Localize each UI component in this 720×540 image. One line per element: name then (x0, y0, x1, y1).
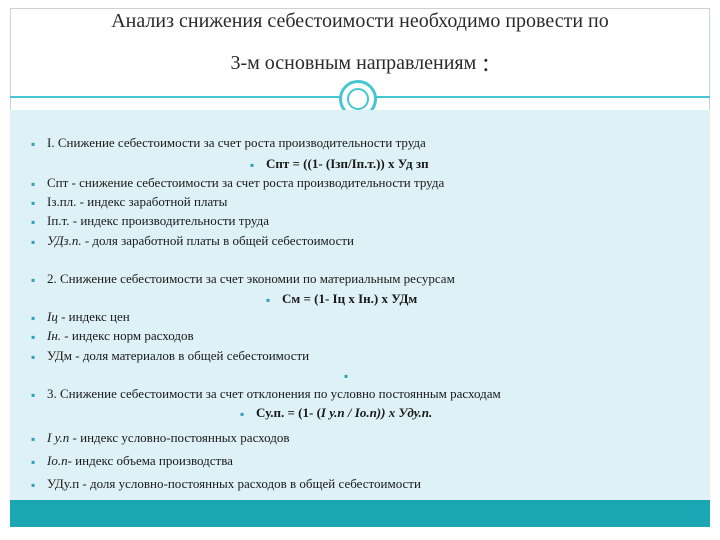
list-item (31, 328, 194, 344)
section1-definition: Спт - снижение себестоимости за счет роста производительности труда (47, 175, 445, 190)
list-item (31, 271, 455, 287)
list-item (31, 194, 228, 210)
term: Iо.п (47, 453, 68, 468)
bullet-icon: ▪ (344, 369, 349, 383)
section2-heading: 2. Снижение себестоимости за счет экономии по материальным ресурсам (47, 271, 455, 286)
bullet-icon: ▪ (31, 330, 36, 344)
bullet-icon: ▪ (31, 273, 36, 287)
definition-text: - индекс норм расходов (61, 328, 194, 343)
list-item (250, 156, 429, 172)
list-item (240, 405, 433, 421)
section3-definition: УДу.п - доля условно-постоянных расходов в общей себестоимости (47, 476, 421, 491)
definition-text: - индекс условно-постоянных расходов (69, 430, 290, 445)
term: Iц (47, 309, 58, 324)
section1-definition: Iп.т. - индекс производительности труда (47, 213, 269, 228)
section2-formula: См = (1- Iц х Iн.) х УДм (282, 291, 418, 306)
bottom-bar (10, 500, 710, 527)
list-item (31, 175, 445, 191)
section1-formula: Спт = ((1- (Iзп/Iп.т.)) х Уд зп (266, 156, 429, 171)
bullet-icon: ▪ (250, 158, 255, 172)
bullet-icon: ▪ (240, 407, 245, 421)
term: Iн. (47, 328, 62, 343)
list-item (31, 233, 354, 249)
bullet-icon: ▪ (31, 137, 36, 151)
bullet-icon: ▪ (31, 215, 36, 229)
section3-formula: Су.п. = (1- ( (256, 405, 321, 420)
list-item (31, 476, 421, 492)
list-item (31, 430, 290, 446)
list-item (31, 213, 269, 229)
list-item (31, 309, 130, 325)
bullet-icon: ▪ (31, 496, 36, 510)
section3-formula-italic: I у.п / Iо.п)) х Уду.п. (320, 405, 433, 420)
slide-title-line2 (0, 46, 720, 76)
bullet-icon: ▪ (31, 455, 36, 469)
slide-title-line1: Анализ снижения себестоимости необходимо провести по (111, 10, 609, 32)
bullet-icon: ▪ (31, 350, 36, 364)
title-text: 3-м основным направлениям (230, 52, 477, 74)
list-item (31, 386, 501, 402)
bullet-icon: ▪ (31, 235, 36, 249)
list-item (31, 348, 310, 364)
bullet-icon: ▪ (31, 177, 36, 191)
bullet-icon: ▪ (31, 388, 36, 402)
title-colon: : (482, 48, 490, 77)
section2-definition: УДм - доля материалов в общей себестоимости (47, 348, 310, 363)
definition-text: - индекс объема производства (67, 453, 233, 468)
list-item (266, 291, 418, 307)
list-item (31, 135, 426, 151)
term: I у.п (47, 430, 70, 445)
bullet-icon: ▪ (31, 196, 36, 210)
section1-heading: I. Снижение себестоимости за счет роста производительности труда (47, 135, 426, 150)
bullet-icon: ▪ (31, 311, 36, 325)
bullet-icon: ▪ (266, 293, 271, 307)
bullet-icon: ▪ (31, 432, 36, 446)
bullet-icon: ▪ (31, 478, 36, 492)
definition-text: - доля заработной платы в общей себестоимости (81, 233, 354, 248)
definition-text: - индекс цен (57, 309, 130, 324)
term: УДз.п. (47, 233, 82, 248)
list-item (31, 453, 233, 469)
section1-definition: Iз.пл. - индекс заработной платы (47, 194, 228, 209)
section3-heading: 3. Снижение себестоимости за счет отклонения по условно постоянным расходам (47, 386, 501, 401)
